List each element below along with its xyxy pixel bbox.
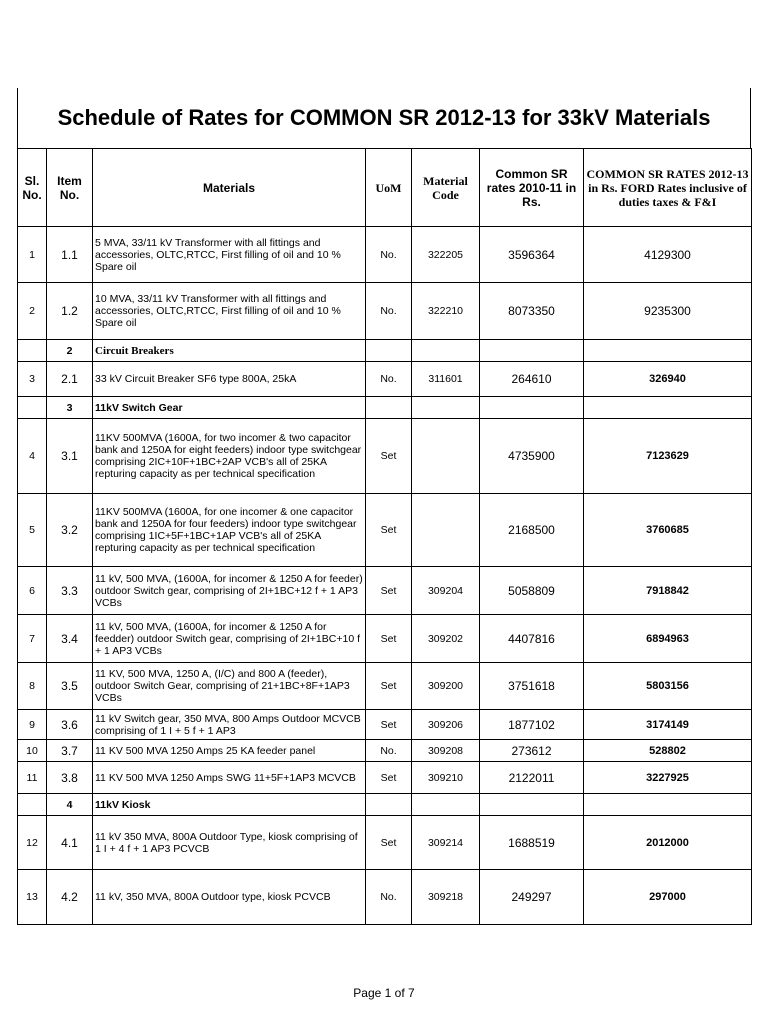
- common-sr-cell: 3596364: [480, 227, 584, 283]
- col-rates-header: COMMON SR RATES 2012-13 in Rs. FORD Rates inclusive of duties taxes & F&I: [584, 149, 752, 227]
- material-cell: 11 kV, 500 MVA, (1600A, for incomer & 1250 A for feeder) outdoor Switch gear, comprising of 2I+1BC+12 f + 1 AP3 VCBs: [93, 567, 366, 615]
- item-no-cell: 4.1: [47, 816, 93, 870]
- common-sr-cell: 8073350: [480, 283, 584, 340]
- page-footer: Page 1 of 7: [353, 986, 415, 1000]
- code-cell: [412, 340, 480, 362]
- section-row: [18, 794, 752, 816]
- sl-cell: 1: [18, 227, 47, 283]
- table-row: [18, 615, 752, 663]
- table-row: [18, 710, 752, 740]
- uom-cell: Set: [366, 567, 412, 615]
- code-cell: 309218: [412, 870, 480, 925]
- code-cell: 309202: [412, 615, 480, 663]
- sl-cell: 8: [18, 663, 47, 710]
- material-cell: 11 kV Switch gear, 350 MVA, 800 Amps Outdoor MCVCB comprising of 1 I + 5 f + 1 AP3: [93, 710, 366, 740]
- section-row: [18, 397, 752, 419]
- common-sr-cell: 2122011: [480, 762, 584, 794]
- code-cell: 309204: [412, 567, 480, 615]
- item-no-cell: 2.1: [47, 362, 93, 397]
- section-title-cell: Circuit Breakers: [93, 340, 366, 362]
- item-no-cell: 3.1: [47, 419, 93, 494]
- schedule-sheet: [17, 88, 751, 925]
- table-row: [18, 870, 752, 925]
- material-cell: 11 kV, 350 MVA, 800A Outdoor type, kiosk PCVCB: [93, 870, 366, 925]
- table-row: [18, 816, 752, 870]
- item-no-cell: 3.4: [47, 615, 93, 663]
- material-cell: 11 KV, 500 MVA, 1250 A, (I/C) and 800 A (feeder), outdoor Switch Gear, comprising of 21+1BC+8F+1AP3 VCBs: [93, 663, 366, 710]
- rate-cell: 4129300: [584, 227, 752, 283]
- item-no-cell: 1.1: [47, 227, 93, 283]
- material-cell: 11 kV, 500 MVA, (1600A, for incomer & 1250 A for feedder) outdoor Switch gear, comprising of 2I+1BC+10 f + 1 AP3 VCBs: [93, 615, 366, 663]
- code-cell: 309200: [412, 663, 480, 710]
- common-sr-cell: 273612: [480, 740, 584, 762]
- common-sr-cell: [480, 794, 584, 816]
- common-sr-cell: 249297: [480, 870, 584, 925]
- section-title-cell: 11kV Kiosk: [93, 794, 366, 816]
- rate-cell: 528802: [584, 740, 752, 762]
- page-title: Schedule of Rates for COMMON SR 2012-13 for 33kV Materials: [17, 88, 751, 148]
- table-row: [18, 494, 752, 567]
- uom-cell: Set: [366, 615, 412, 663]
- material-cell: 10 MVA, 33/11 kV Transformer with all fittings and accessories, OLTC,RTCC, First filling of oil and 10 % Spare oil: [93, 283, 366, 340]
- uom-cell: Set: [366, 816, 412, 870]
- sl-cell: 12: [18, 816, 47, 870]
- material-cell: 11KV 500MVA (1600A, for one incomer & one capacitor bank and 1250A for four feeders) indoor type switchgear comprising 1IC+5F+1BC+1AP VCB's all of 25KA repturing capacity as per technical specification: [93, 494, 366, 567]
- code-cell: 311601: [412, 362, 480, 397]
- rate-cell: 5803156: [584, 663, 752, 710]
- rate-cell: 6894963: [584, 615, 752, 663]
- uom-cell: [366, 794, 412, 816]
- table-row: [18, 567, 752, 615]
- col-code-header: Material Code: [412, 149, 480, 227]
- common-sr-cell: 4407816: [480, 615, 584, 663]
- rate-cell: 7123629: [584, 419, 752, 494]
- uom-cell: No.: [366, 283, 412, 340]
- code-cell: [412, 494, 480, 567]
- common-sr-cell: 5058809: [480, 567, 584, 615]
- table-row: [18, 283, 752, 340]
- rate-cell: 297000: [584, 870, 752, 925]
- code-cell: [412, 794, 480, 816]
- item-no-cell: 4: [47, 794, 93, 816]
- table-row: [18, 419, 752, 494]
- sl-cell: [18, 397, 47, 419]
- sl-cell: 7: [18, 615, 47, 663]
- uom-cell: No.: [366, 740, 412, 762]
- code-cell: [412, 419, 480, 494]
- sl-cell: 6: [18, 567, 47, 615]
- material-cell: 11 kV 350 MVA, 800A Outdoor Type, kiosk comprising of 1 I + 4 f + 1 AP3 PCVCB: [93, 816, 366, 870]
- rate-cell: 9235300: [584, 283, 752, 340]
- uom-cell: [366, 397, 412, 419]
- uom-cell: Set: [366, 494, 412, 567]
- table-row: [18, 362, 752, 397]
- table-row: [18, 663, 752, 710]
- material-cell: 11 KV 500 MVA 1250 Amps SWG 11+5F+1AP3 MCVCB: [93, 762, 366, 794]
- item-no-cell: 3.5: [47, 663, 93, 710]
- code-cell: 309206: [412, 710, 480, 740]
- rate-cell: 3227925: [584, 762, 752, 794]
- common-sr-cell: [480, 397, 584, 419]
- sl-cell: 13: [18, 870, 47, 925]
- table-row: [18, 740, 752, 762]
- rate-cell: [584, 340, 752, 362]
- sl-cell: 11: [18, 762, 47, 794]
- item-no-cell: 3.3: [47, 567, 93, 615]
- code-cell: [412, 397, 480, 419]
- rate-cell: [584, 397, 752, 419]
- rate-cell: 7918842: [584, 567, 752, 615]
- rate-cell: 326940: [584, 362, 752, 397]
- item-no-cell: 3.6: [47, 710, 93, 740]
- common-sr-cell: 1877102: [480, 710, 584, 740]
- item-no-cell: 3.8: [47, 762, 93, 794]
- rates-table: [17, 148, 752, 925]
- item-no-cell: 3.7: [47, 740, 93, 762]
- sl-cell: 4: [18, 419, 47, 494]
- col-item-header: Item No.: [47, 149, 93, 227]
- common-sr-cell: 4735900: [480, 419, 584, 494]
- section-title-cell: 11kV Switch Gear: [93, 397, 366, 419]
- item-no-cell: 1.2: [47, 283, 93, 340]
- uom-cell: Set: [366, 710, 412, 740]
- rate-cell: [584, 794, 752, 816]
- code-cell: 322210: [412, 283, 480, 340]
- common-sr-cell: [480, 340, 584, 362]
- sl-cell: 2: [18, 283, 47, 340]
- col-sl-header: Sl. No.: [18, 149, 47, 227]
- sl-cell: 9: [18, 710, 47, 740]
- item-no-cell: 3: [47, 397, 93, 419]
- uom-cell: No.: [366, 870, 412, 925]
- section-row: [18, 340, 752, 362]
- rate-cell: 3174149: [584, 710, 752, 740]
- code-cell: 309214: [412, 816, 480, 870]
- sl-cell: [18, 340, 47, 362]
- item-no-cell: 2: [47, 340, 93, 362]
- table-row: [18, 227, 752, 283]
- col-common-sr-header: Common SR rates 2010-11 in Rs.: [480, 149, 584, 227]
- uom-cell: Set: [366, 419, 412, 494]
- sl-cell: [18, 794, 47, 816]
- sl-cell: 10: [18, 740, 47, 762]
- code-cell: 322205: [412, 227, 480, 283]
- common-sr-cell: 3751618: [480, 663, 584, 710]
- uom-cell: Set: [366, 663, 412, 710]
- col-materials-header: Materials: [93, 149, 366, 227]
- col-uom-header: UoM: [366, 149, 412, 227]
- header-row: [18, 149, 752, 227]
- uom-cell: No.: [366, 362, 412, 397]
- uom-cell: [366, 340, 412, 362]
- material-cell: 11 KV 500 MVA 1250 Amps 25 KA feeder panel: [93, 740, 366, 762]
- rate-cell: 3760685: [584, 494, 752, 567]
- rate-cell: 2012000: [584, 816, 752, 870]
- uom-cell: Set: [366, 762, 412, 794]
- common-sr-cell: 2168500: [480, 494, 584, 567]
- material-cell: 5 MVA, 33/11 kV Transformer with all fittings and accessories, OLTC,RTCC, First filling of oil and 10 % Spare oil: [93, 227, 366, 283]
- material-cell: 11KV 500MVA (1600A, for two incomer & two capacitor bank and 1250A for eight feeders) indoor type switchgear comprising 2IC+10F+1BC+2AP VCB's all of 25KA repturing capacity as per technical specification: [93, 419, 366, 494]
- common-sr-cell: 264610: [480, 362, 584, 397]
- material-cell: 33 kV Circuit Breaker SF6 type 800A, 25kA: [93, 362, 366, 397]
- common-sr-cell: 1688519: [480, 816, 584, 870]
- code-cell: 309208: [412, 740, 480, 762]
- code-cell: 309210: [412, 762, 480, 794]
- table-row: [18, 762, 752, 794]
- item-no-cell: 3.2: [47, 494, 93, 567]
- uom-cell: No.: [366, 227, 412, 283]
- item-no-cell: 4.2: [47, 870, 93, 925]
- sl-cell: 3: [18, 362, 47, 397]
- sl-cell: 5: [18, 494, 47, 567]
